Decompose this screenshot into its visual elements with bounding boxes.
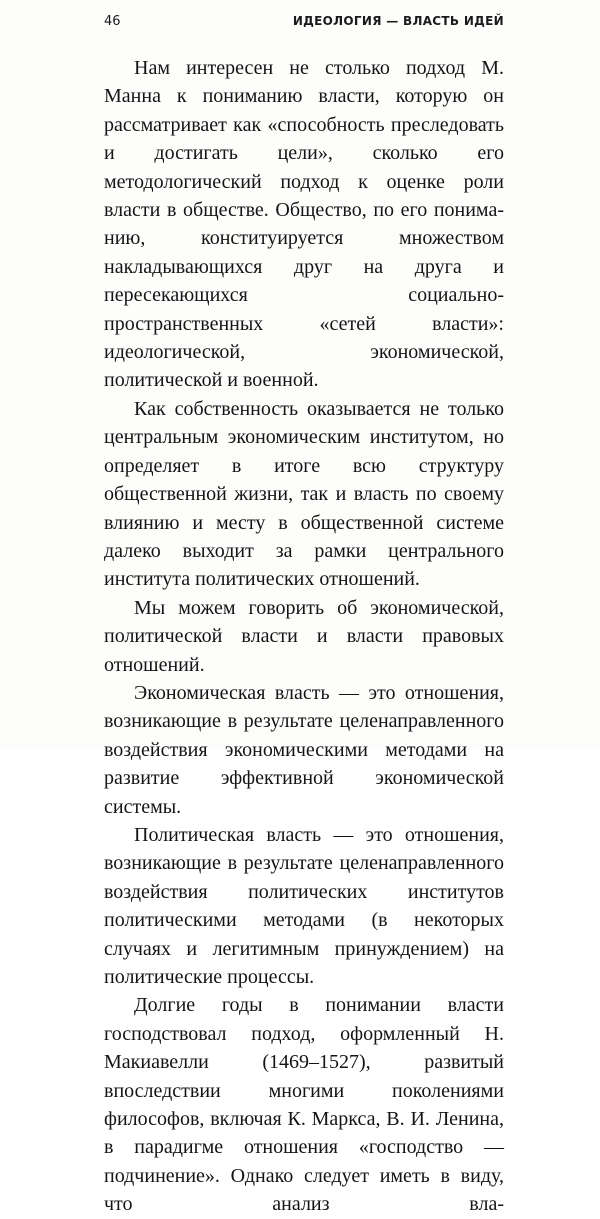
body-text (104, 54, 504, 1219)
paragraph: Долгие годы в понимании власти господствовал подход, оформленный Н. Макиавелли (1469–1527), развитый впоследствии многими поколениями философов, включая К. Маркса, В. И. Ленина, в парадигме отношения «господство — подчинение». Однако следует иметь в виду, что анализ вла- (104, 994, 504, 1216)
paragraph: Нам интересен не столько подход М. Манна к пониманию власти, которую он рассматривает как «способность преследовать и достигать цели», сколько его методологический подход к оценке роли власти в обществе. Общество, по его пониманию, конституируется множеством накладывающихся друг на друга и пересекающихся социально-пространственных «сетей власти»: идеологической, экономической, политической и военной. (104, 57, 504, 392)
running-title: ИДЕОЛОГИЯ — ВЛАСТЬ ИДЕЙ (292, 14, 504, 28)
paragraph: Политическая власть — это отношения, возникающие в результате целенаправленного воздействия политических институтов политическими методами (в некоторых случаях и легитимным принуждением) на политические процессы. (104, 823, 504, 988)
paragraph: Мы можем говорить об экономической, политической власти и власти правовых отношений. (104, 596, 504, 676)
page-header (104, 14, 504, 36)
paragraph: Экономическая власть — это отношения, возникающие в результате целенаправленного воздействия экономическими методами на развитие эффективной экономической системы. (104, 681, 504, 818)
page-number: 46 (104, 14, 121, 29)
paragraph: Как собственность оказывается не только центральным экономическим институтом, но определяет в итоге всю структуру общественной жизни, так и власть по своему влиянию и месту в общественной системе далеко выходит за рамки центрального института политических отношений. (104, 397, 504, 591)
